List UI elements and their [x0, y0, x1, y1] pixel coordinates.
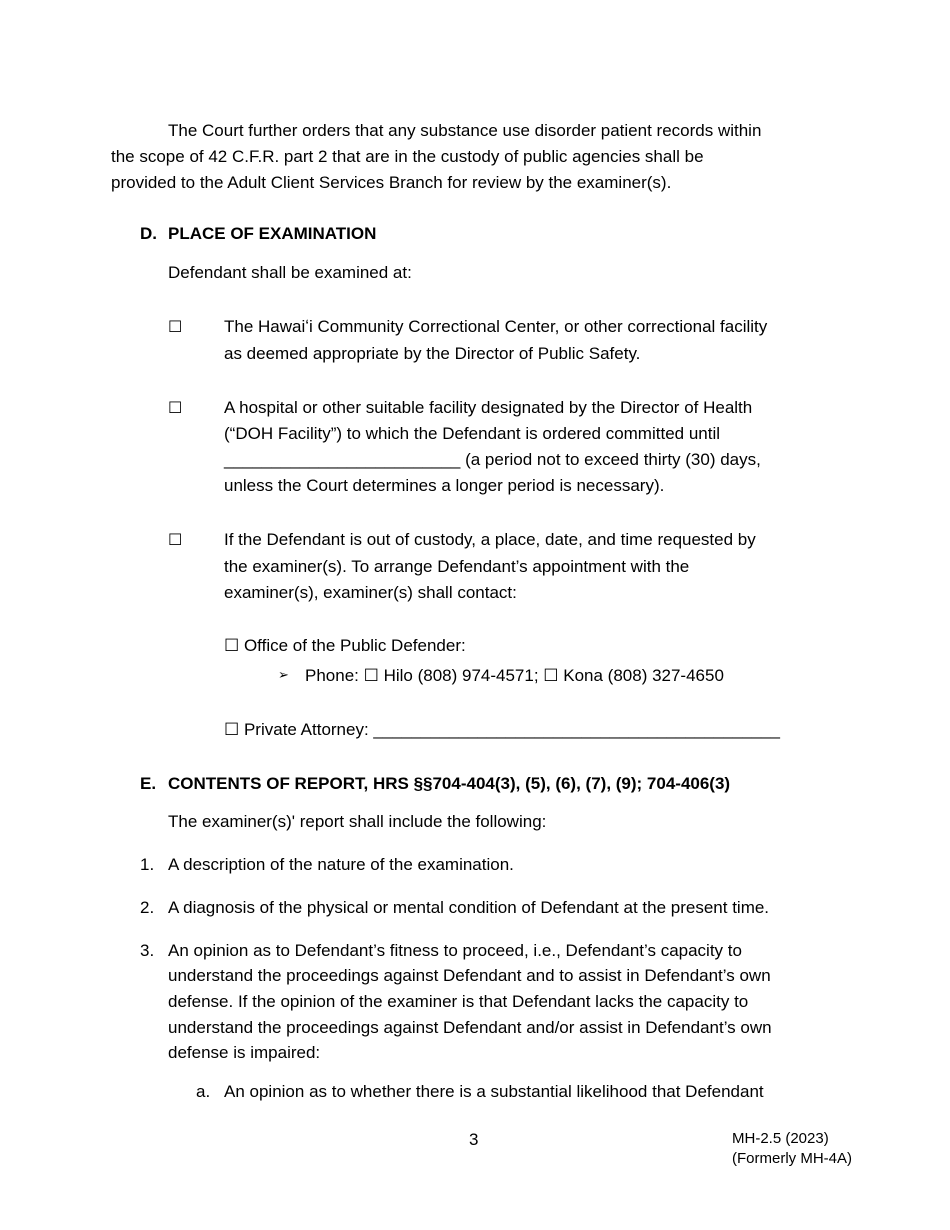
option2-line-3: _________________________ (a period not to exceed thirty (30) days,: [224, 450, 761, 469]
option3-line-1: If the Defendant is out of custody, a place, date, and time requested by: [224, 530, 756, 549]
private-attorney-option[interactable]: ☐ Private Attorney: ___________________________________________: [224, 720, 780, 739]
item-2-line-1: A diagnosis of the physical or mental condition of Defendant at the present time.: [168, 898, 770, 917]
item-3-line-2: understand the proceedings against Defendant and to assist in Defendant’s own: [168, 966, 771, 985]
item-3-line-5: defense is impaired:: [168, 1043, 321, 1062]
section-d-letter: D.: [140, 224, 157, 243]
section-e-lead: The examiner(s)' report shall include the following:: [168, 812, 547, 831]
option2-line-1: A hospital or other suitable facility designated by the Director of Health: [224, 398, 753, 417]
section-d-heading: PLACE OF EXAMINATION: [168, 224, 377, 243]
option2-line-4: unless the Court determines a longer period is necessary).: [224, 476, 665, 495]
option3-checkbox[interactable]: ☐: [168, 530, 183, 549]
option3-line-3: examiner(s), examiner(s) shall contact:: [224, 583, 517, 602]
intro-line-2: the scope of 42 C.F.R. part 2 that are in the custody of public agencies shall be: [111, 147, 704, 166]
option1-line-2: as deemed appropriate by the Director of Public Safety.: [224, 344, 641, 363]
intro-line-3: provided to the Adult Client Services Branch for review by the examiner(s).: [111, 173, 672, 192]
item-3-number: 3.: [140, 941, 155, 960]
option3-line-2: the examiner(s). To arrange Defendant’s appointment with the: [224, 557, 690, 576]
item-1-number: 1.: [140, 855, 155, 874]
section-e-heading: CONTENTS OF REPORT, HRS §§704-404(3), (5), (6), (7), (9); 704-406(3): [168, 774, 731, 793]
intro-line-1: The Court further orders that any substance use disorder patient records within: [168, 121, 762, 140]
section-e-letter: E.: [140, 774, 157, 793]
item-3-line-3: defense. If the opinion of the examiner is that Defendant lacks the capacity to: [168, 992, 749, 1011]
option1-line-1: The Hawaiʻi Community Correctional Center, or other correctional facility: [224, 317, 768, 336]
public-defender-option[interactable]: ☐ Office of the Public Defender:: [224, 636, 466, 655]
item-2-number: 2.: [140, 898, 155, 917]
option2-checkbox[interactable]: ☐: [168, 398, 183, 417]
form-id: MH-2.5 (2023): [732, 1130, 829, 1147]
formerly-form-id: (Formerly MH-4A): [732, 1150, 852, 1167]
option1-checkbox[interactable]: ☐: [168, 317, 183, 336]
section-d-lead: Defendant shall be examined at:: [168, 263, 412, 282]
subitem-a-text: An opinion as to whether there is a substantial likelihood that Defendant: [224, 1082, 764, 1101]
option2-line-2: (“DOH Facility”) to which the Defendant is ordered committed until: [224, 424, 721, 443]
subitem-a-letter: a.: [196, 1082, 211, 1101]
page-number: 3: [469, 1130, 479, 1149]
phone-options[interactable]: Phone: ☐ Hilo (808) 974-4571; ☐ Kona (808) 327-4650: [305, 666, 724, 685]
bullet-arrow-icon: ➢: [278, 668, 289, 683]
item-3-line-1: An opinion as to Defendant’s fitness to proceed, i.e., Defendant’s capacity to: [168, 941, 742, 960]
item-1-line-1: A description of the nature of the examination.: [168, 855, 514, 874]
item-3-line-4: understand the proceedings against Defendant and/or assist in Defendant’s own: [168, 1018, 772, 1037]
